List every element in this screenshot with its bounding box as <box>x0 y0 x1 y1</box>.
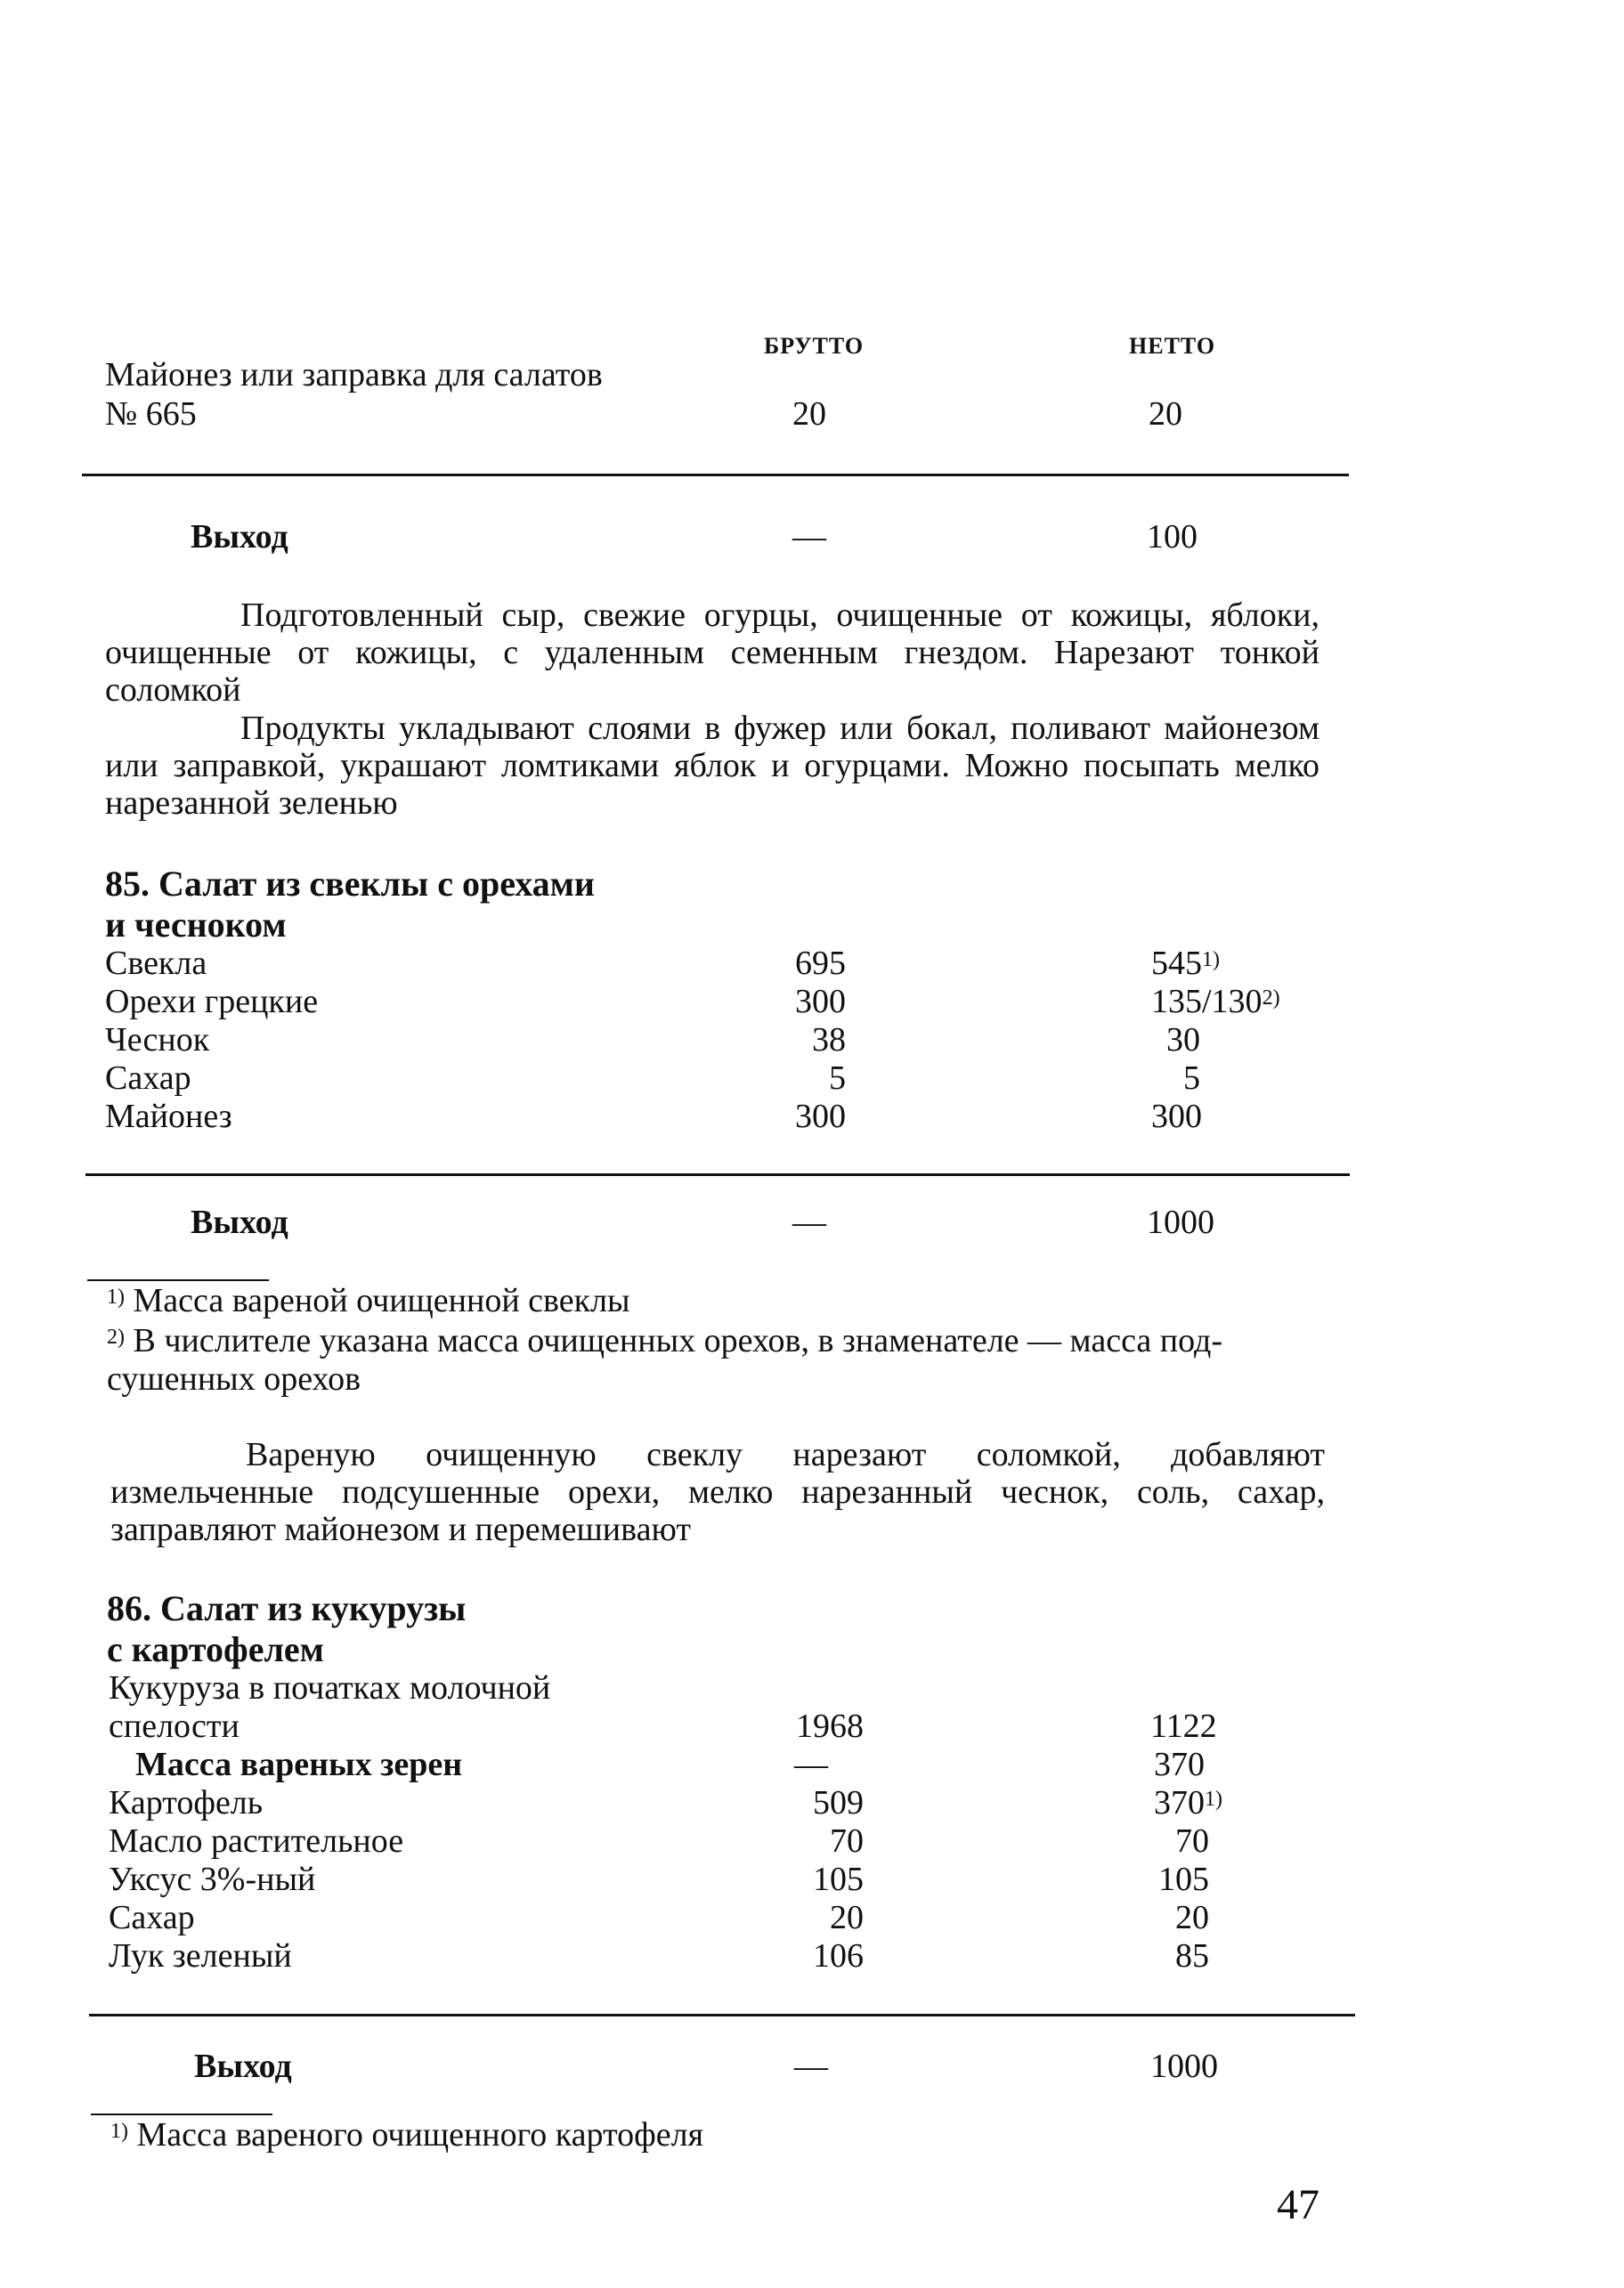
ingredient-name: Лук зеленый <box>109 1937 292 1975</box>
netto-value: 105 <box>1158 1861 1209 1898</box>
footnote-mark: 2) <box>1262 986 1280 1010</box>
netto-number: 135/130 <box>1151 983 1263 1020</box>
recipe-title-cont: с картофелем <box>107 1629 324 1669</box>
output-label: Выход <box>191 518 288 556</box>
netto-value: 300 <box>1151 1098 1202 1135</box>
recipe-title: 86. Салат из кукурузы <box>107 1588 467 1628</box>
recipe-title: 85. Салат из свеклы с орехами <box>105 864 595 904</box>
netto-value: 20 <box>1175 1899 1209 1936</box>
footnote-mark: 1) <box>1202 948 1220 971</box>
output-label: Выход <box>191 1204 288 1241</box>
netto-value: 1122 <box>1150 1708 1217 1745</box>
brutto-value: 70 <box>830 1822 864 1860</box>
page-number: 47 <box>1277 2181 1320 2228</box>
footnote-mark: 1) <box>107 1286 125 1309</box>
netto-value: 85 <box>1175 1937 1209 1975</box>
footnote-rule <box>87 1279 269 1281</box>
brutto-value: 695 <box>795 945 846 982</box>
footnote-text: Масса вареной очищенной свеклы <box>133 1282 630 1319</box>
table-divider <box>89 2014 1355 2016</box>
brutto-value: 20 <box>830 1899 864 1936</box>
ingredient-name: Сахар <box>109 1899 195 1936</box>
output-netto: 100 <box>1147 518 1198 556</box>
output-netto: 1000 <box>1150 2048 1218 2085</box>
netto-value <box>1151 983 1280 1021</box>
brutto-value: 38 <box>812 1021 846 1059</box>
ingredient-name: Чеснок <box>105 1021 210 1059</box>
brutto-value: 105 <box>813 1861 864 1898</box>
netto-value: 70 <box>1175 1822 1209 1860</box>
table-divider <box>82 474 1349 476</box>
footnote-text: Масса вареного очищенного картофеля <box>136 2116 704 2154</box>
brutto-value: 5 <box>829 1059 846 1097</box>
ingredient-name: Свекла <box>105 945 207 982</box>
brutto-value: 20 <box>792 395 826 433</box>
netto-value <box>1151 945 1220 983</box>
recipe-title-cont: и чесноком <box>105 905 287 945</box>
ingredient-name: Майонез <box>105 1098 232 1135</box>
output-netto: 1000 <box>1147 1204 1214 1241</box>
footnote-mark: 1) <box>110 2120 128 2143</box>
ingredient-name: Майонез или заправка для салатов <box>105 356 603 394</box>
output-brutto: — <box>794 2048 828 2085</box>
ingredient-name: Орехи грецкие <box>105 983 319 1020</box>
brutto-value: 509 <box>813 1784 864 1821</box>
table-divider <box>85 1173 1350 1176</box>
method-paragraph: Продукты укладывают слоями в фужер или бокал, поливают майонезом или заправкой, украшают ломтиками яблок и огурцами. Можно посыпать мелко нарезанной зеленью <box>105 710 1320 822</box>
netto-value <box>1154 1784 1222 1822</box>
output-label: Выход <box>194 2048 292 2085</box>
brutto-value: 1968 <box>796 1708 864 1745</box>
netto-value: 5 <box>1183 1059 1200 1097</box>
ingredient-name: Уксус 3%-ный <box>109 1861 316 1898</box>
footnote <box>107 1282 630 1320</box>
ingredient-name-cont: спелости <box>109 1708 240 1745</box>
brutto-value: 106 <box>813 1937 864 1975</box>
footnote <box>107 1322 1222 1360</box>
footnote-rule <box>91 2114 272 2115</box>
brutto-value: 300 <box>795 983 846 1020</box>
ingredient-name: Картофель <box>109 1784 264 1821</box>
brutto-value: 300 <box>795 1098 846 1135</box>
footnote-cont: сушенных орехов <box>107 1360 361 1398</box>
footnote <box>110 2116 703 2154</box>
netto-value: 20 <box>1149 395 1182 433</box>
ingredient-name: Сахар <box>105 1059 191 1097</box>
footnote-mark: 1) <box>1205 1788 1222 1811</box>
subtotal-netto: 370 <box>1154 1746 1205 1783</box>
output-brutto: — <box>792 518 826 556</box>
netto-value: 30 <box>1166 1021 1200 1059</box>
method-paragraph: Вареную очищенную свеклу нарезают соломкой, добавляют измельченные подсушенные орехи, мелко нарезанный чеснок, соль, сахар, заправляют майонезом и перемешивают <box>110 1436 1325 1548</box>
netto-number: 370 <box>1154 1784 1205 1821</box>
footnote-mark: 2) <box>107 1326 125 1349</box>
ingredient-name: Кукуруза в початках молочной <box>109 1669 551 1707</box>
subtotal-label: Масса вареных зерен <box>135 1746 463 1783</box>
method-paragraph: Подготовленный сыр, свежие огурцы, очищенные от кожицы, яблоки, очищенные от кожицы, с удаленным семенным гнездом. Нарезают тонкой соломкой <box>105 596 1320 709</box>
footnote-text: В числителе указана масса очищенных орехов, в знаменателе — масса под- <box>133 1322 1222 1359</box>
netto-number: 545 <box>1151 945 1202 982</box>
output-brutto: — <box>792 1204 826 1241</box>
column-header-brutto: БРУТТО <box>764 333 865 359</box>
subtotal-brutto: — <box>794 1746 828 1783</box>
ingredient-name: Масло растительное <box>109 1822 404 1860</box>
ingredient-name-cont: № 665 <box>105 395 197 433</box>
column-header-netto: НЕТТО <box>1129 333 1216 359</box>
